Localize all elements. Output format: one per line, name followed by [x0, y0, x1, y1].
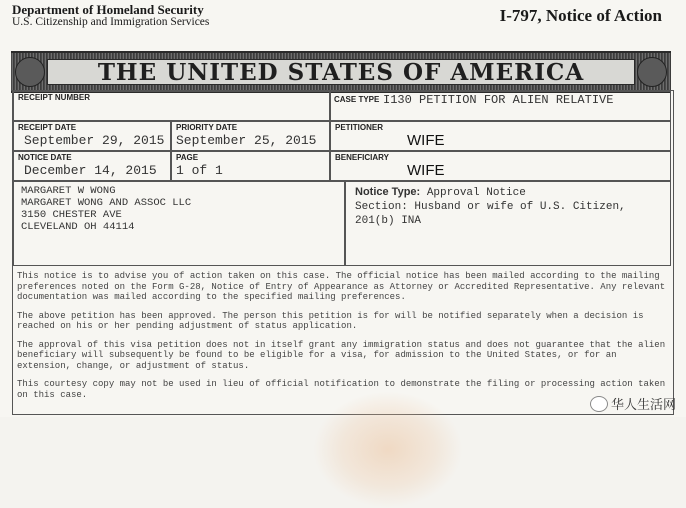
notice-type-value: Approval Notice [426, 187, 526, 199]
section-line-1: Section: Husband or wife of U.S. Citizen, [355, 201, 626, 213]
notice-grid [12, 90, 674, 415]
title-banner [11, 51, 671, 93]
page-cell [171, 151, 330, 181]
mailing-address [21, 185, 191, 233]
section-line-2: 201(b) INA [355, 215, 422, 227]
beneficiary-cell [330, 151, 671, 181]
page-value: 1 of 1 [176, 163, 223, 178]
priority-date-label: PRIORITY DATE [176, 123, 238, 132]
body-paragraph-4: This courtesy copy may not be used in lieu of official notification to demonstrate the filing or processing action taken on this case. [17, 379, 666, 400]
notice-date-label: NOTICE DATE [18, 153, 72, 162]
eagle-seal-watermark [313, 391, 463, 508]
agency-name: Department of Homeland Security [12, 2, 204, 17]
notice-date-value: December 14, 2015 [24, 163, 157, 178]
priority-date-value: September 25, 2015 [176, 133, 317, 148]
case-type-label: CASE TYPE [334, 95, 380, 104]
site-watermark [590, 394, 676, 413]
address-line-3: 3150 CHESTER AVE [21, 209, 122, 221]
sub-agency-name: U.S. Citizenship and Immigration Services [12, 16, 210, 28]
petitioner-value: WIFE [407, 132, 445, 149]
body-paragraph-2: The above petition has been approved. The person this petition is for will be notified separately when a decision is reached on his or her pending adjustment of status application. [17, 310, 644, 331]
notice-type-block [355, 185, 665, 228]
form-title: I-797, Notice of Action [499, 6, 662, 25]
banner-ornament-left [15, 57, 45, 87]
petitioner-label: PETITIONER [335, 123, 384, 132]
page-label: PAGE [176, 153, 199, 162]
agency-header [12, 3, 209, 29]
notice-body [17, 271, 669, 408]
case-type-value: I130 PETITION FOR ALIEN RELATIVE [383, 93, 614, 107]
address-line-4: CLEVELAND OH 44114 [21, 221, 135, 233]
receipt-number-label: RECEIPT NUMBER [18, 93, 91, 102]
receipt-date-value: September 29, 2015 [24, 133, 165, 148]
receipt-date-cell [13, 121, 171, 151]
wechat-logo-icon [590, 396, 608, 412]
beneficiary-label: BENEFICIARY [335, 153, 389, 162]
body-paragraph-3: The approval of this visa petition does not in itself grant any immigration status and does not guarantee that the alien beneficiary will subsequently be found to be eligible for a visa, for admission to the United States, or for an extension, change, or adjustment of status. [17, 339, 666, 371]
address-line-1: MARGARET W WONG [21, 185, 116, 197]
watermark-text: 华人生活网 [610, 398, 676, 413]
case-type-cell [330, 91, 671, 121]
beneficiary-value: WIFE [407, 162, 445, 179]
banner-text: THE UNITED STATES OF AMERICA [97, 58, 585, 86]
priority-date-cell [171, 121, 330, 151]
notice-type-label: Notice Type: [355, 186, 421, 198]
receipt-date-label: RECEIPT DATE [18, 123, 77, 132]
banner-ornament-right [637, 57, 667, 87]
body-paragraph-1: This notice is to advise you of action taken on this case. The official notice has been mailed according to the mailing preferences noted on the Form G-28, Notice of Entry of Appearance as Attorney or Accredited Representative. Any relevant documentation was mailed according to the specified mailing preferences. [17, 271, 666, 302]
receipt-number-cell [13, 91, 330, 121]
address-line-2: MARGARET WONG AND ASSOC LLC [21, 197, 192, 209]
petitioner-cell [330, 121, 671, 151]
notice-date-cell [13, 151, 171, 181]
